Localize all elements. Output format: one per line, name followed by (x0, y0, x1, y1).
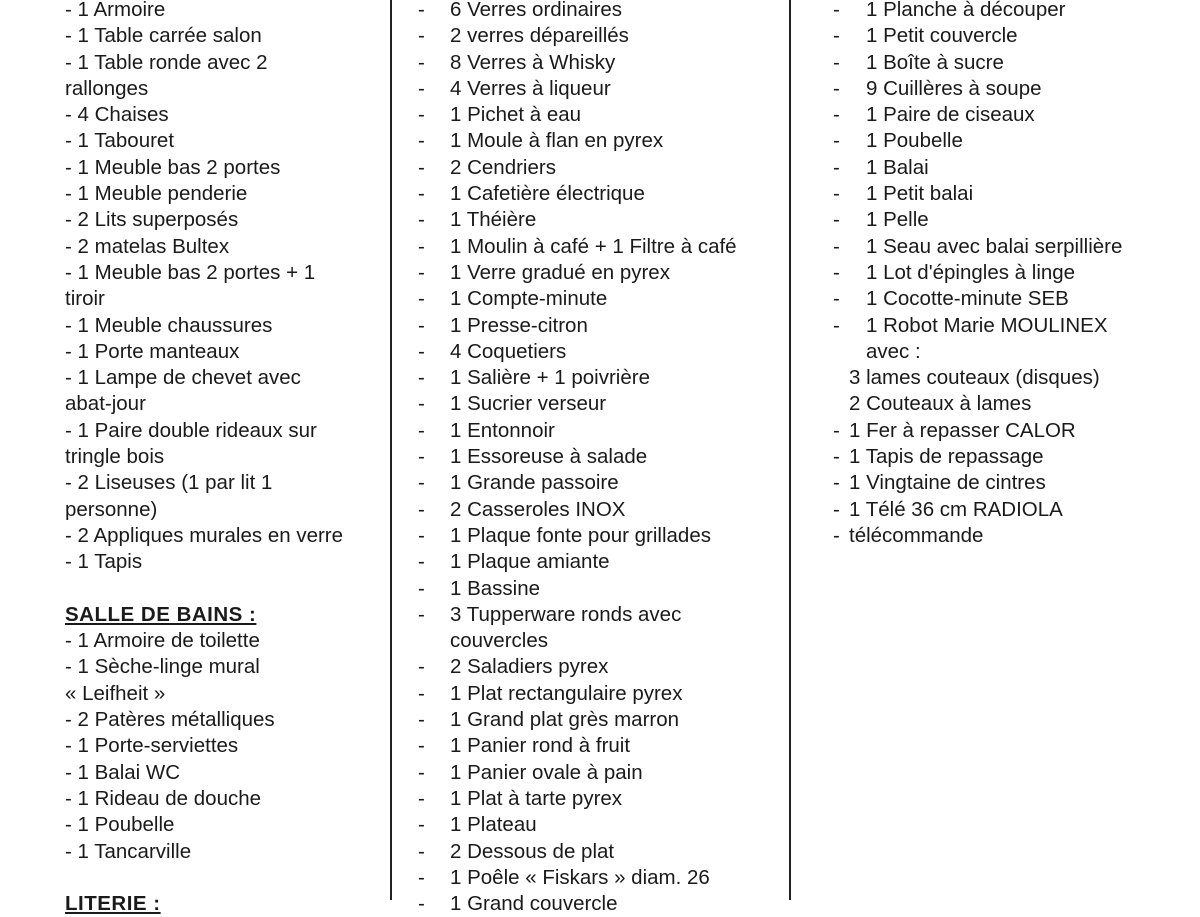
item-text: 2 verres dépareillés (450, 24, 629, 48)
list-item (391, 391, 790, 417)
bullet-dash: - (833, 313, 840, 337)
item-text: 1 Paire de ciseaux (866, 103, 1035, 127)
section-heading: SALLE DE BAINS : (65, 602, 257, 626)
list-item (790, 286, 1200, 312)
item-text: 1 Robot Marie MOULINEX (866, 313, 1108, 337)
list-item: - 2 matelas Bultex (65, 234, 230, 258)
bullet-dash: - (418, 24, 425, 48)
item-text: 1 Plaque amiante (450, 550, 610, 574)
bullet-dash: - (418, 418, 425, 442)
item-text: 1 Poêle « Fiskars » diam. 26 (450, 865, 710, 889)
bullet-dash: - (418, 339, 425, 363)
list-item: - 1 Balai WC (65, 760, 181, 784)
item-text: 1 Tapis de repassage (849, 445, 1044, 469)
list-item (391, 365, 790, 391)
list-item (391, 23, 790, 49)
list-item (391, 523, 790, 549)
list-item (391, 497, 790, 523)
list-item-continuation (790, 391, 1200, 417)
bullet-dash: - (833, 523, 840, 547)
list-item (391, 549, 790, 575)
list-item (391, 128, 790, 154)
list-item (391, 707, 790, 733)
item-text: télécommande (849, 523, 984, 547)
bullet-dash: - (833, 0, 840, 21)
bullet-dash: - (833, 50, 840, 74)
bullet-dash: - (418, 103, 425, 127)
bullet-dash: - (418, 208, 425, 232)
list-item (391, 839, 790, 865)
list-item (391, 313, 790, 339)
list-item (391, 470, 790, 496)
item-text: 4 Verres à liqueur (450, 76, 611, 100)
bullet-dash: - (418, 260, 425, 284)
item-text: 1 Petit couvercle (866, 24, 1018, 48)
list-item (790, 444, 1200, 470)
list-item (790, 260, 1200, 286)
item-text: 1 Lot d'épingles à linge (866, 260, 1076, 284)
list-item: - 1 Table ronde avec 2 (65, 50, 268, 74)
list-item: personne) (65, 497, 158, 521)
item-text: 1 Panier rond à fruit (450, 734, 631, 758)
bullet-dash: - (833, 182, 840, 206)
item-text: 1 Pelle (866, 208, 929, 232)
list-item (790, 497, 1200, 523)
list-item (790, 207, 1200, 233)
list-item: - 1 Tancarville (65, 839, 192, 863)
list-item (391, 50, 790, 76)
bullet-dash: - (833, 129, 840, 153)
list-item (790, 234, 1200, 260)
item-text: 1 Sucrier verseur (450, 392, 607, 416)
list-item: - 1 Paire double rideaux sur (65, 418, 317, 442)
list-item (790, 313, 1200, 339)
item-text: 1 Plat à tarte pyrex (450, 786, 623, 810)
item-text: 1 Balai (866, 155, 929, 179)
bullet-dash: - (418, 760, 425, 784)
bullet-dash: - (833, 260, 840, 284)
list-item (391, 576, 790, 602)
list-item (790, 76, 1200, 102)
item-text: 4 Coquetiers (450, 339, 567, 363)
bullet-dash: - (418, 708, 425, 732)
list-item: tiroir (65, 287, 105, 311)
list-item: - 1 Meuble penderie (65, 182, 248, 206)
item-text: 1 Essoreuse à salade (450, 445, 648, 469)
list-item (391, 602, 790, 628)
list-item (391, 654, 790, 680)
list-item: - 1 Meuble bas 2 portes + 1 (65, 260, 316, 284)
bullet-dash: - (418, 865, 425, 889)
item-text: 6 Verres ordinaires (450, 0, 623, 21)
item-text: 1 Planche à découper (866, 0, 1066, 21)
list-item: - 1 Porte manteaux (65, 339, 240, 363)
list-item (790, 418, 1200, 444)
bullet-dash: - (418, 497, 425, 521)
item-text: 9 Cuillères à soupe (866, 76, 1042, 100)
list-item (790, 470, 1200, 496)
list-item: - 1 Table carrée salon (65, 24, 262, 48)
list-item (391, 339, 790, 365)
bullet-dash: - (418, 786, 425, 810)
bullet-dash: - (833, 471, 840, 495)
bullet-dash: - (418, 892, 425, 916)
bullet-dash: - (418, 76, 425, 100)
list-item (790, 23, 1200, 49)
section-heading: LITERIE : (65, 892, 161, 916)
list-item-continuation (790, 339, 1200, 365)
bullet-dash: - (418, 287, 425, 311)
bullet-dash: - (418, 50, 425, 74)
bullet-dash: - (418, 366, 425, 390)
bullet-dash: - (418, 602, 425, 626)
item-text: 1 Théière (450, 208, 537, 232)
item-text: avec : (866, 339, 921, 363)
item-text: 1 Grande passoire (450, 471, 619, 495)
item-text: 1 Entonnoir (450, 418, 555, 442)
list-item (391, 234, 790, 260)
list-item (391, 681, 790, 707)
item-text: 1 Pichet à eau (450, 103, 582, 127)
bullet-dash: - (418, 839, 425, 863)
bullet-dash: - (833, 24, 840, 48)
bullet-dash: - (833, 497, 840, 521)
list-item: - 2 Liseuses (1 par lit 1 (65, 471, 273, 495)
list-item (391, 733, 790, 759)
list-item: - 2 Lits superposés (65, 208, 239, 232)
bullet-dash: - (418, 550, 425, 574)
list-item (391, 102, 790, 128)
item-text: couvercles (450, 629, 548, 653)
bullet-dash: - (833, 418, 840, 442)
bullet-dash: - (418, 0, 425, 21)
list-item: - 1 Sèche-linge mural (65, 655, 260, 679)
item-text: 1 Grand plat grès marron (450, 708, 680, 732)
bullet-dash: - (418, 655, 425, 679)
item-text: 1 Salière + 1 poivrière (450, 366, 650, 390)
list-item: - 1 Porte-serviettes (65, 734, 239, 758)
list-item-continuation (391, 628, 790, 654)
list-item: - 1 Armoire de toilette (65, 629, 260, 653)
bullet-dash: - (418, 734, 425, 758)
list-item (790, 102, 1200, 128)
list-item: - 1 Armoire (65, 0, 166, 21)
item-text: 1 Fer à repasser CALOR (849, 418, 1076, 442)
bullet-dash: - (833, 208, 840, 232)
list-item (391, 865, 790, 891)
item-text: 1 Vingtaine de cintres (849, 471, 1046, 495)
bullet-dash: - (418, 813, 425, 837)
list-item (391, 260, 790, 286)
item-text: 2 Cendriers (450, 155, 556, 179)
item-text: 2 Saladiers pyrex (450, 655, 609, 679)
bullet-dash: - (833, 76, 840, 100)
inventory-column-kitchen (391, 0, 790, 917)
bullet-dash: - (833, 103, 840, 127)
list-item (391, 0, 790, 23)
item-text: 8 Verres à Whisky (450, 50, 616, 74)
bullet-dash: - (833, 287, 840, 311)
list-item (65, 865, 385, 891)
bullet-dash: - (833, 155, 840, 179)
inventory-column-kitchen-misc (790, 0, 1200, 549)
list-item (65, 576, 385, 602)
item-text: 1 Compte-minute (450, 287, 608, 311)
item-text: 2 Dessous de plat (450, 839, 615, 863)
item-text: 1 Moule à flan en pyrex (450, 129, 664, 153)
bullet-dash: - (418, 392, 425, 416)
list-item: - 1 Tabouret (65, 129, 175, 153)
bullet-dash: - (418, 129, 425, 153)
item-text: 3 Tupperware ronds avec (450, 602, 682, 626)
item-text: 1 Boîte à sucre (866, 50, 1004, 74)
list-item (391, 418, 790, 444)
item-text: 2 Couteaux à lames (849, 392, 1032, 416)
item-text: 1 Moulin à café + 1 Filtre à café (450, 234, 737, 258)
bullet-dash: - (418, 155, 425, 179)
list-item: - 1 Meuble chaussures (65, 313, 273, 337)
item-text: 1 Presse-citron (450, 313, 588, 337)
list-item (391, 891, 790, 917)
list-item: rallonges (65, 76, 149, 100)
item-text: 1 Grand couvercle (450, 892, 618, 916)
bullet-dash: - (418, 313, 425, 337)
list-item: « Leifheit » (65, 681, 166, 705)
bullet-dash: - (833, 234, 840, 258)
list-item: - 2 Appliques murales en verre (65, 523, 344, 547)
item-text: 1 Plat rectangulaire pyrex (450, 681, 683, 705)
list-item (790, 155, 1200, 181)
list-item: - 1 Tapis (65, 550, 143, 574)
item-text: 1 Panier ovale à pain (450, 760, 643, 784)
item-text: 1 Poubelle (866, 129, 963, 153)
bullet-dash: - (418, 182, 425, 206)
bullet-dash: - (418, 523, 425, 547)
bullet-dash: - (418, 681, 425, 705)
bullet-dash: - (418, 576, 425, 600)
list-item: abat-jour (65, 392, 146, 416)
item-text: 1 Petit balai (866, 182, 974, 206)
item-text: 1 Verre gradué en pyrex (450, 260, 670, 284)
list-item (391, 444, 790, 470)
list-item (391, 786, 790, 812)
bullet-dash: - (833, 445, 840, 469)
list-item (790, 181, 1200, 207)
item-text: 3 lames couteaux (disques) (849, 366, 1100, 390)
list-item: tringle bois (65, 445, 165, 469)
list-item (790, 523, 1200, 549)
list-item (391, 155, 790, 181)
list-item (391, 812, 790, 838)
item-text: 1 Cocotte-minute SEB (866, 287, 1069, 311)
list-item (391, 76, 790, 102)
list-item-continuation (790, 365, 1200, 391)
item-text: 1 Bassine (450, 576, 541, 600)
list-item (790, 0, 1200, 23)
bullet-dash: - (418, 471, 425, 495)
list-item: - 1 Lampe de chevet avec (65, 366, 301, 390)
list-item: - 1 Poubelle (65, 813, 175, 837)
item-text: 1 Plateau (450, 813, 537, 837)
list-item (391, 760, 790, 786)
list-item: - 1 Meuble bas 2 portes (65, 155, 281, 179)
item-text: 1 Télé 36 cm RADIOLA (849, 497, 1063, 521)
item-text: 1 Plaque fonte pour grillades (450, 523, 711, 547)
list-item (391, 181, 790, 207)
list-item (790, 50, 1200, 76)
bullet-dash: - (418, 234, 425, 258)
inventory-column-living-bath (65, 0, 385, 917)
list-item (790, 128, 1200, 154)
bullet-dash: - (418, 445, 425, 469)
item-text: 2 Casseroles INOX (450, 497, 626, 521)
item-text: 1 Cafetière électrique (450, 182, 645, 206)
list-item: - 2 Patères métalliques (65, 708, 275, 732)
list-item (391, 207, 790, 233)
item-text: 1 Seau avec balai serpillière (866, 234, 1123, 258)
list-item (391, 286, 790, 312)
list-item: - 4 Chaises (65, 103, 169, 127)
list-item: - 1 Rideau de douche (65, 786, 262, 810)
